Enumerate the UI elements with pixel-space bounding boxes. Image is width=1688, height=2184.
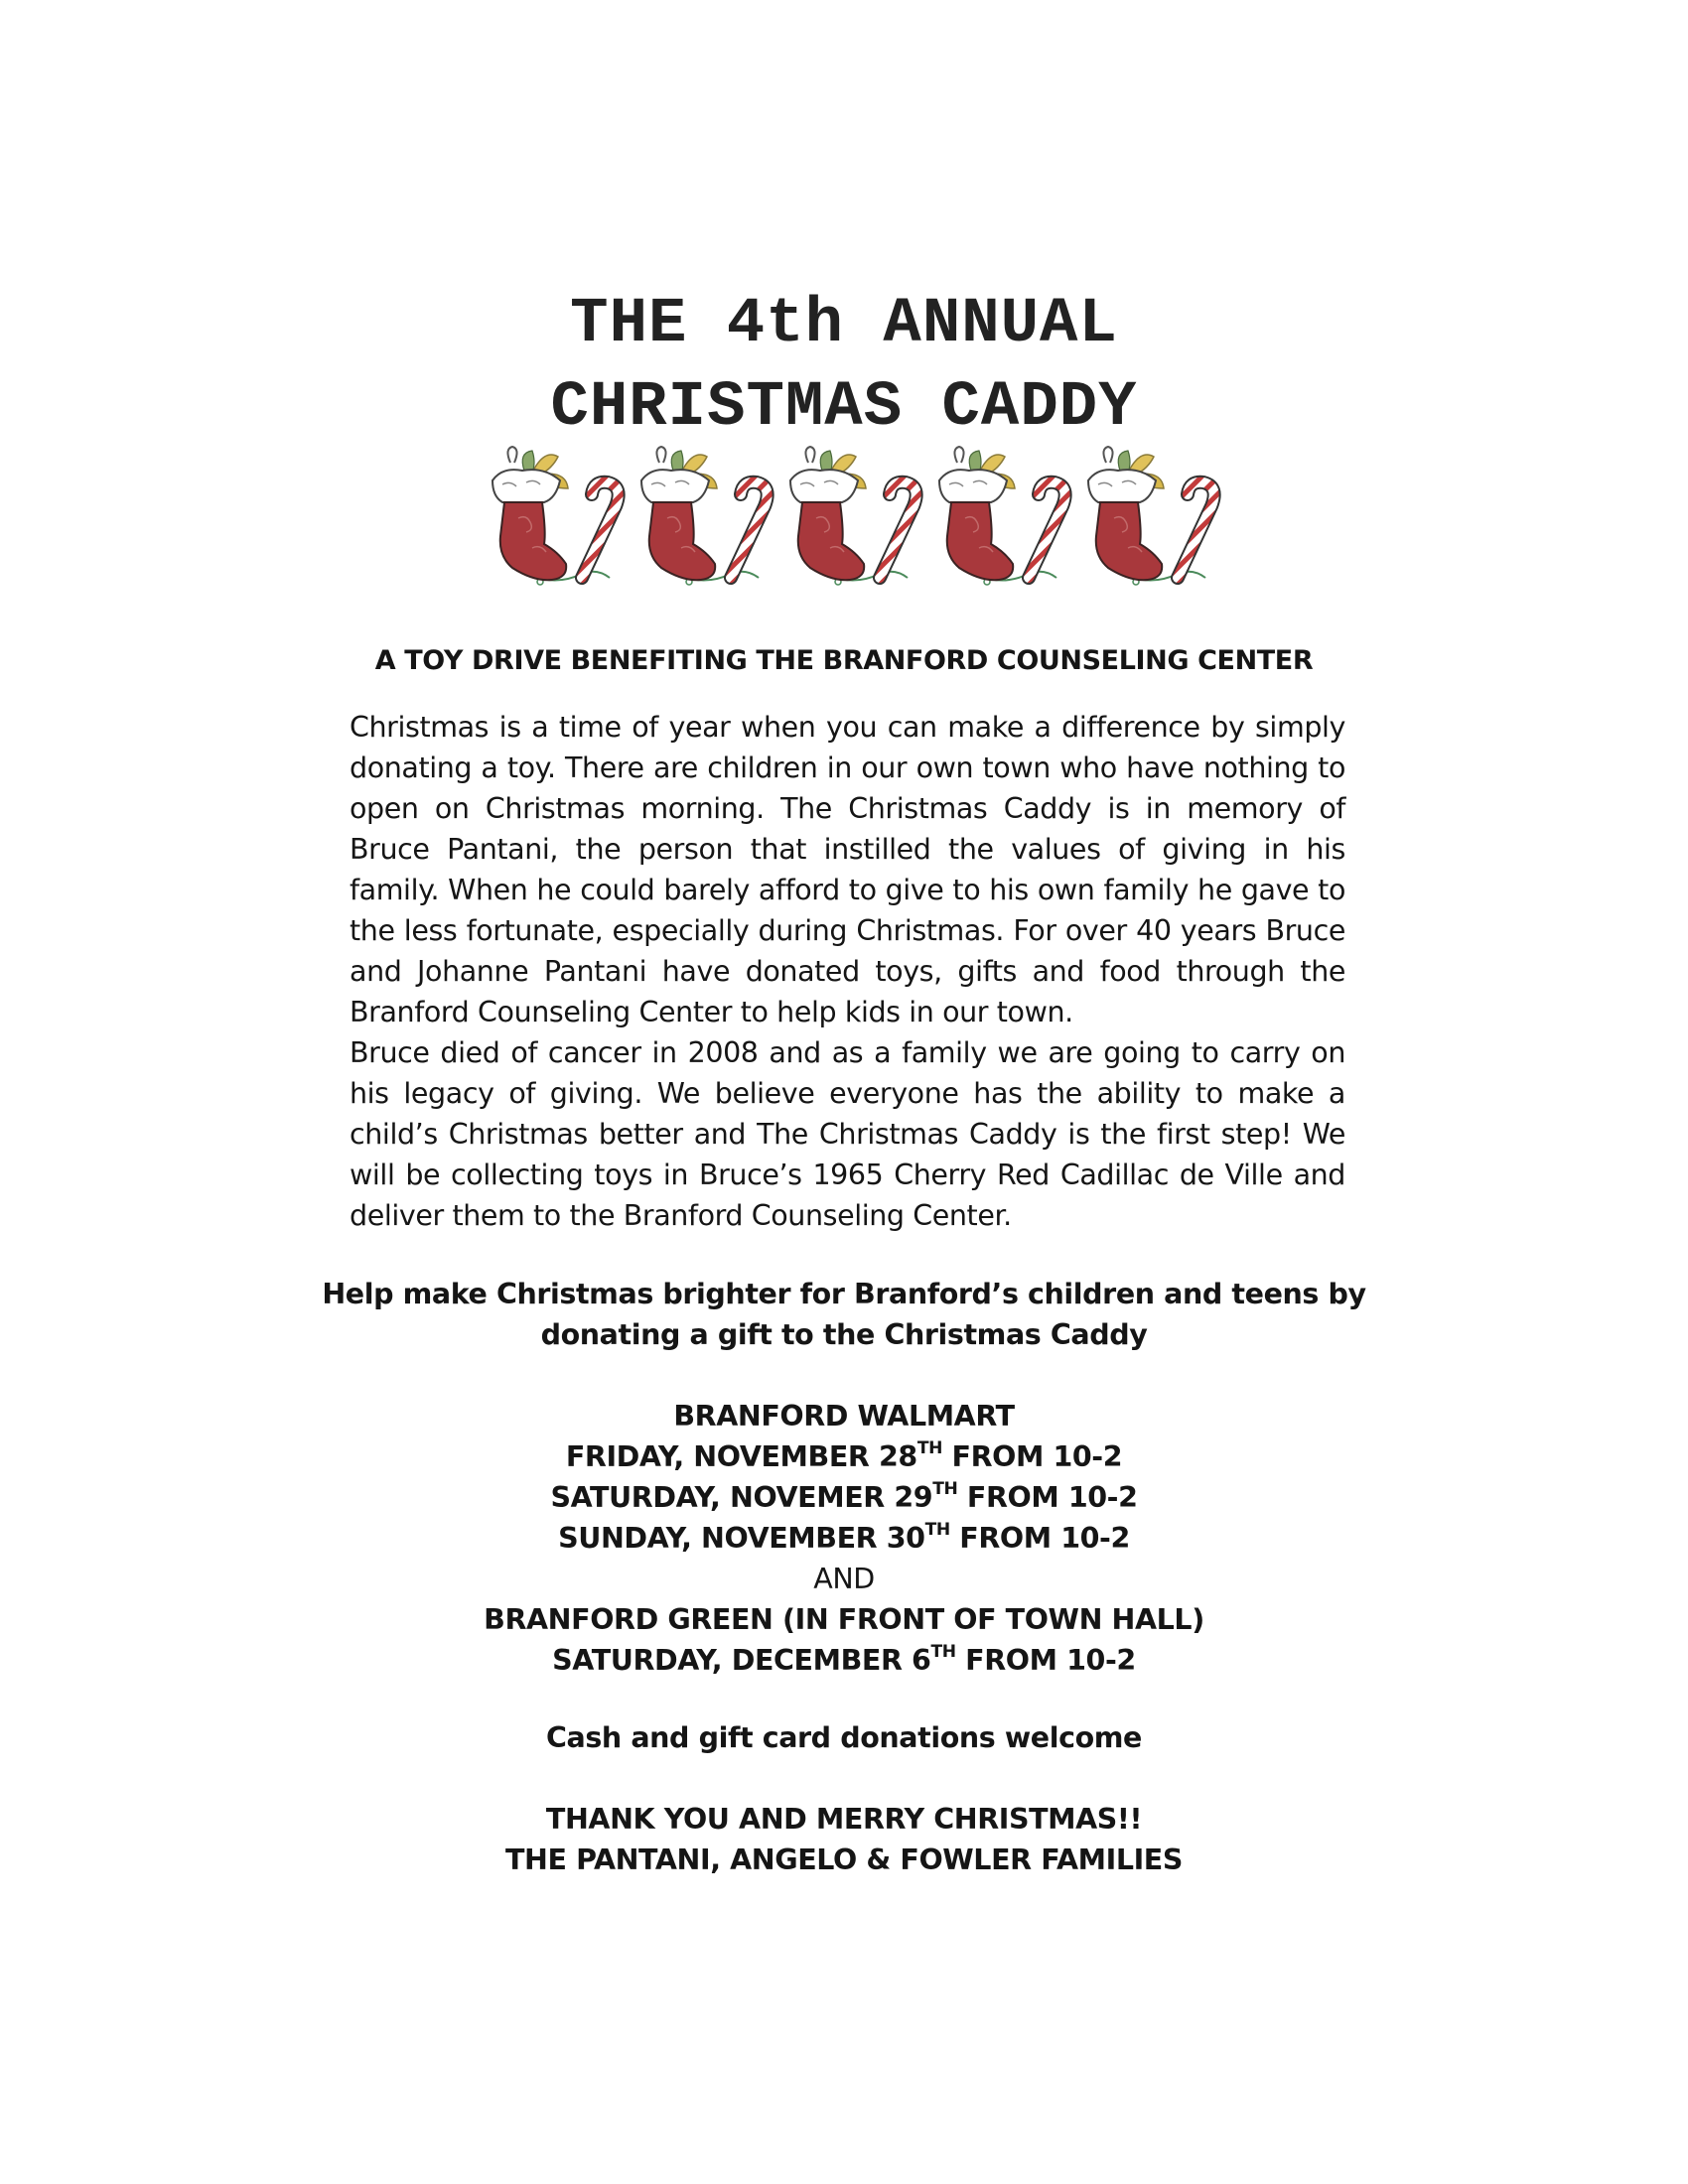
date-line: SATURDAY, DECEMBER 6TH FROM 10-2	[552, 1642, 1136, 1677]
title-line-2: CHRISTMAS CADDY	[550, 372, 1138, 444]
paragraph-1: Christmas is a time of year when you can make a difference by simply donating a toy. There are children in our own town who have nothing to open on Christmas morning. The Christmas Caddy is in memory of Bruce Pantani, the person that instilled the values of giving in his family. When he could barely afford to give to his own family he gave to the less fortunate, especially during Christmas. For over 40 years Bruce and Johanne Pantani have donated toys, gifts and food through the Branford Counseling Center to help kids in our town.	[350, 711, 1345, 1028]
title-line-1: THE 4th ANNUAL	[570, 289, 1118, 360]
event-schedule	[298, 1396, 1390, 1681]
help-message	[298, 1274, 1390, 1355]
location-walmart: BRANFORD WALMART	[673, 1400, 1015, 1433]
body-text	[350, 707, 1345, 1236]
date-line: SATURDAY, NOVEMER 29TH FROM 10-2	[550, 1479, 1138, 1514]
date-line: FRIDAY, NOVEMBER 28TH FROM 10-2	[565, 1438, 1123, 1473]
cash-note: Cash and gift card donations welcome	[546, 1721, 1142, 1754]
subtitle: A TOY DRIVE BENEFITING THE BRANFORD COUNSELING CENTER	[374, 645, 1314, 676]
stockings-candy-cane-garland-icon	[483, 445, 1231, 594]
help-line-2: donating a gift to the Christmas Caddy	[540, 1318, 1148, 1351]
thanks-line: THANK YOU AND MERRY CHRISTMAS!!	[545, 1803, 1143, 1836]
date-line: SUNDAY, NOVEMBER 30TH FROM 10-2	[558, 1520, 1130, 1555]
paragraph-2: Bruce died of cancer in 2008 and as a family we are going to carry on his legacy of giving. We believe everyone has the ability to make a child’s Christmas better and The Christmas Caddy is the first step! We will be collecting toys in Bruce’s 1965 Cherry Red Cadillac de Ville and deliver them to the Branford Counseling Center.	[350, 1036, 1345, 1232]
and-separator: AND	[813, 1563, 875, 1595]
help-line-1: Help make Christmas brighter for Branford’s children and teens by	[322, 1278, 1366, 1310]
signature-line: THE PANTANI, ANGELO & FOWLER FAMILIES	[504, 1843, 1183, 1876]
closing	[298, 1799, 1390, 1880]
location-green: BRANFORD GREEN (IN FRONT OF TOWN HALL)	[484, 1603, 1204, 1636]
